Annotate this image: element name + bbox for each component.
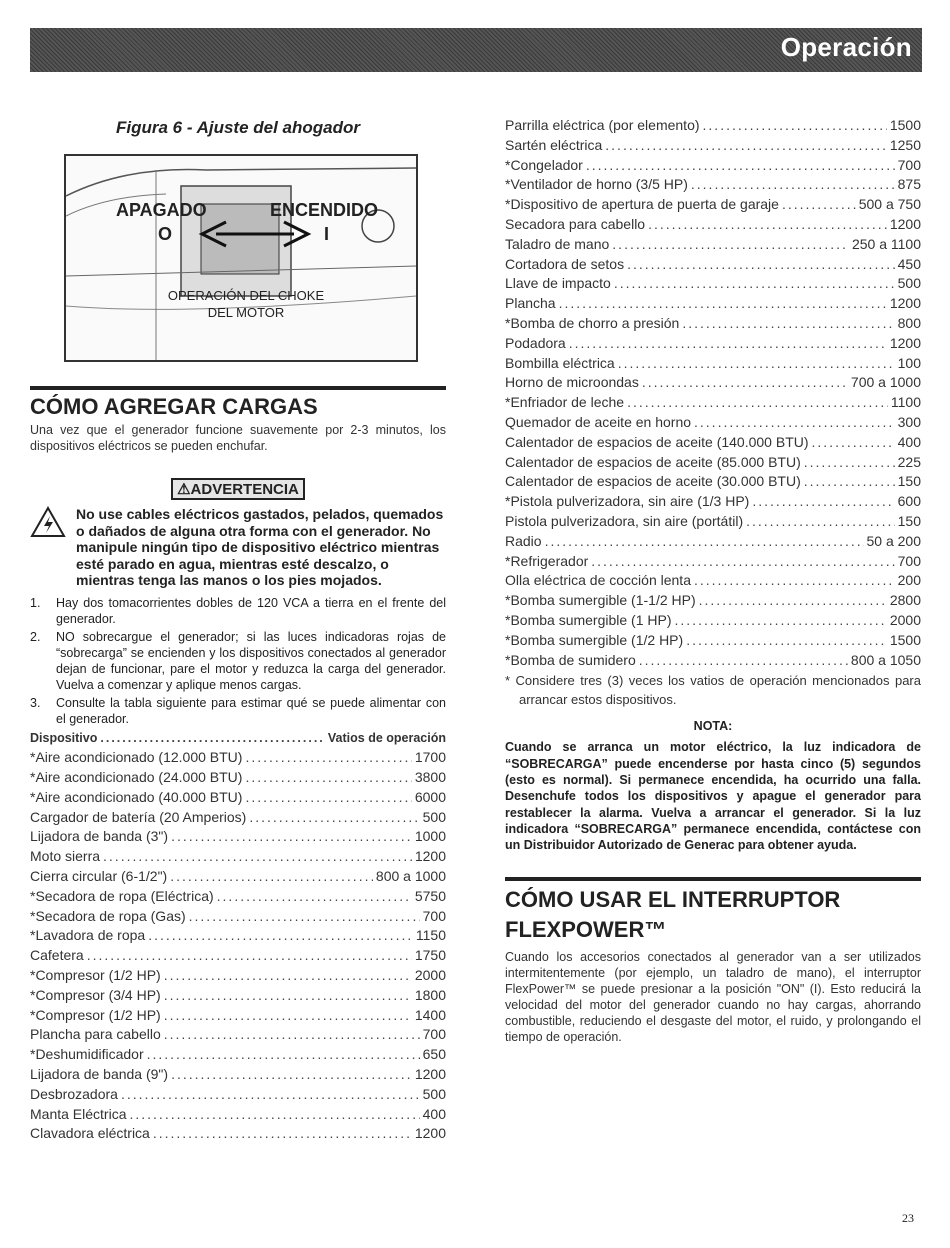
device-name: Lijadora de banda (3") [30, 828, 169, 845]
label-apagado-symbol: O [158, 224, 173, 244]
device-name: Parrilla eléctrica (por elemento) [505, 117, 700, 133]
flexpower-text: Cuando los accesorios conectados al generador van a ser utilizados intermitentemente (por ejemplo, un taladro de mano), el interruptor FlexPower™ se puede presionar a la posición "ON" (I). Esto reducirá la velocidad del motor del generador cuando no hay cargas, ahorrando combustible, reduciendo el desgaste del motor, el ruido, y prolongando el tiempo de operación. [505, 950, 921, 1045]
dot-leader [164, 1006, 412, 1026]
dot-leader [217, 887, 412, 907]
steps-list [30, 595, 446, 727]
dot-leader [164, 986, 412, 1006]
device-name: Quemador de aceite en horno [505, 413, 692, 430]
dot-leader [812, 433, 895, 453]
table-row [30, 748, 446, 768]
watt-value: 3800 [414, 769, 446, 786]
watt-value: 800 a 1050 [850, 651, 921, 668]
watt-value: 700 [897, 552, 921, 569]
table-row [30, 966, 446, 986]
footnote: * Considere tres (3) veces los vatios de operación mencionados para arrancar estos dispositivos. [505, 673, 921, 708]
device-name: Moto sierra [30, 848, 101, 865]
table-row [30, 788, 446, 808]
choke-figure [64, 154, 418, 362]
label-encendido: ENCENDIDO [270, 200, 379, 220]
page-number: 23 [902, 1211, 914, 1225]
device-name: Calentador de espacios de aceite (30.000 BTU) [505, 473, 801, 490]
device-name: Sartén eléctrica [505, 136, 603, 153]
header-title: Operación [780, 32, 912, 62]
figure-caption: Figura 6 - Ajuste del ahogador [115, 118, 360, 137]
table-row [505, 393, 921, 413]
section-title-agregar-cargas: CÓMO AGREGAR CARGAS [30, 386, 446, 420]
device-name: Calentador de espacios de aceite (140.000 BTU) [505, 433, 809, 450]
watt-value: 1100 [890, 394, 921, 411]
table-row [505, 314, 921, 334]
table-row [30, 1025, 446, 1045]
list-item: 3. Consulte la tabla siguiente para estimar qué se puede alimentar con el generador. [30, 695, 446, 726]
note-title: NOTA: [693, 719, 733, 734]
table-row [30, 946, 446, 966]
device-name: *Lavadora de ropa [30, 927, 146, 944]
watt-value: 500 [422, 808, 446, 825]
dot-leader [782, 195, 856, 215]
watt-value: 1500 [889, 631, 921, 648]
table-row [30, 1006, 446, 1026]
watt-value: 150 [897, 473, 921, 490]
section-intro: Una vez que el generador funcione suavemente por 2-3 minutos, los dispositivos eléctricos se pueden enchufar. [30, 423, 446, 453]
lightning-warning-icon [30, 506, 66, 543]
watt-value: 400 [897, 433, 921, 450]
dot-leader [249, 808, 419, 828]
dot-leader [171, 827, 412, 847]
table-row [505, 413, 921, 433]
figure-subcaption-2: DEL MOTOR [207, 305, 285, 320]
watt-value: 100 [897, 354, 921, 371]
page-header-bar [30, 28, 922, 72]
device-name: Cargador de batería (20 Amperios) [30, 808, 247, 825]
label-apagado: APAGADO [116, 200, 207, 220]
dot-leader [245, 768, 411, 788]
dot-leader [648, 215, 887, 235]
table-row [505, 373, 921, 393]
device-name: *Compresor (3/4 HP) [30, 986, 161, 1003]
dot-leader [569, 334, 887, 354]
table-row [30, 1085, 446, 1105]
watt-value: 1200 [414, 1066, 446, 1083]
watt-value: 1500 [889, 117, 921, 133]
dot-leader [752, 492, 894, 512]
dot-leader [612, 235, 849, 255]
dot-leader [627, 255, 895, 275]
table-row [30, 1065, 446, 1085]
device-name: *Bomba sumergible (1/2 HP) [505, 631, 684, 648]
device-name: *Secadora de ropa (Eléctrica) [30, 887, 214, 904]
table-row [505, 453, 921, 473]
device-name: Lijadora de banda (9") [30, 1066, 169, 1083]
device-name: Podadora [505, 334, 566, 351]
watt-value: 250 a 1100 [851, 235, 921, 252]
device-name: Cortadora de setos [505, 255, 625, 272]
watt-value: 1200 [889, 215, 921, 232]
dot-leader [148, 926, 413, 946]
device-name: *Ventilador de horno (3/5 HP) [505, 176, 688, 193]
dot-leader [686, 631, 887, 651]
watt-value: 500 [422, 1085, 446, 1102]
table-row [30, 986, 446, 1006]
dot-leader [804, 453, 895, 473]
section-title-flexpower-2: FLEXPOWER™ [505, 917, 667, 943]
watt-value: 150 [897, 512, 921, 529]
device-name: *Compresor (1/2 HP) [30, 1006, 161, 1023]
device-name: Plancha [505, 295, 556, 312]
watt-value: 1000 [414, 828, 446, 845]
section-title-flexpower-1: CÓMO USAR EL INTERRUPTOR [505, 877, 921, 915]
watt-value: 700 [422, 907, 446, 924]
choke-illustration [66, 156, 416, 360]
right-column [505, 116, 921, 1045]
watt-value: 2800 [889, 592, 921, 609]
table-row [505, 492, 921, 512]
table-row [505, 611, 921, 631]
dot-leader [694, 571, 895, 591]
table-row [505, 294, 921, 314]
dot-leader [694, 413, 895, 433]
device-name: Plancha para cabello [30, 1026, 161, 1043]
table-row [30, 1124, 446, 1144]
device-name: *Enfriador de leche [505, 394, 625, 411]
watt-value: 200 [897, 572, 921, 589]
table-row [505, 354, 921, 374]
dot-leader [245, 748, 411, 768]
device-name: *Pistola pulverizadora, sin aire (1/3 HP) [505, 493, 750, 510]
watt-value: 875 [897, 176, 921, 193]
watt-value: 1150 [415, 927, 446, 944]
table-row [505, 631, 921, 651]
dot-leader [164, 1025, 420, 1045]
watt-value: 1400 [414, 1006, 446, 1023]
watt-value: 5750 [414, 887, 446, 904]
warning-block [30, 506, 446, 589]
watt-value: 700 [897, 156, 921, 173]
device-name: Clavadora eléctrica [30, 1125, 150, 1142]
device-name: Manta Eléctrica [30, 1105, 127, 1122]
dot-leader [103, 847, 412, 867]
dot-leader [87, 946, 412, 966]
watt-value: 500 a 750 [858, 196, 921, 213]
device-name: Pistola pulverizadora, sin aire (portátil) [505, 512, 744, 529]
note-text: Cuando se arranca un motor eléctrico, la luz indicadora de “SOBRECARGA” puede encenderse por hasta cinco (5) segundos (esto es normal). Si permanece encendida, ha ocurrido una falla. Desenchufe todos los dispositivos y apague el generador para restablecer la alarma. Vuelva a arrancar el generador. Si la luz indicadora “SOBRECARGA” permanece encendida, contáctese con un Distribuidor Autorizado de Generac para obtener ayuda. [505, 740, 921, 853]
device-name: *Congelador [505, 156, 583, 173]
device-name: *Bomba sumergible (1-1/2 HP) [505, 592, 696, 609]
dot-leader [675, 611, 887, 631]
dot-leader [746, 512, 895, 532]
table-row [505, 571, 921, 591]
dot-leader [189, 907, 420, 927]
device-name: *Aire acondicionado (24.000 BTU) [30, 769, 243, 786]
dot-leader [642, 373, 848, 393]
table-row [505, 255, 921, 275]
watt-value: 500 [897, 275, 921, 292]
watt-value: 2000 [889, 611, 921, 628]
flexpower-section [505, 877, 921, 1045]
device-name: Cafetera [30, 947, 84, 964]
dot-leader [614, 274, 895, 294]
device-name: *Bomba de chorro a presión [505, 314, 680, 331]
wattage-table-left [30, 748, 446, 1144]
table-row [505, 116, 921, 136]
table-row [505, 274, 921, 294]
dot-leader [618, 354, 895, 374]
watt-value: 600 [897, 493, 921, 510]
dot-leader [682, 314, 894, 334]
dot-leader [627, 393, 888, 413]
table-row [30, 887, 446, 907]
device-name: Calentador de espacios de aceite (85.000 BTU) [505, 453, 801, 470]
table-row [30, 827, 446, 847]
table-row [30, 926, 446, 946]
watt-value: 1200 [889, 295, 921, 312]
table-row [505, 591, 921, 611]
table-row [30, 768, 446, 788]
watt-value: 1200 [889, 334, 921, 351]
watt-value: 400 [422, 1105, 446, 1122]
table-row [505, 195, 921, 215]
dot-leader [691, 175, 895, 195]
watt-value: 800 [897, 314, 921, 331]
list-item: 1. Hay dos tomacorrientes dobles de 120 VCA a tierra en el frente del generador. [30, 595, 446, 626]
watt-value: 1700 [414, 749, 446, 766]
table-row [505, 651, 921, 671]
table-row [505, 235, 921, 255]
device-name: Olla eléctrica de cocción lenta [505, 572, 691, 589]
dot-leader [591, 552, 894, 572]
watt-value: 50 a 200 [866, 532, 921, 549]
dot-leader [245, 788, 411, 808]
dot-leader [545, 532, 864, 552]
device-name: *Deshumidificador [30, 1046, 144, 1063]
watt-value: 1750 [414, 947, 446, 964]
table-row [30, 1045, 446, 1065]
dot-leader [164, 966, 412, 986]
device-name: *Compresor (1/2 HP) [30, 967, 161, 984]
watt-value: 700 a 1000 [850, 374, 921, 391]
dot-leader [639, 651, 848, 671]
figure-subcaption-1: OPERACIÓN DEL CHOKE [167, 288, 325, 303]
dot-leader [153, 1124, 412, 1144]
device-name: *Aire acondicionado (40.000 BTU) [30, 788, 243, 805]
dot-leader [121, 1085, 420, 1105]
watt-value: 650 [422, 1046, 446, 1063]
left-column [30, 110, 446, 1144]
table-row [505, 472, 921, 492]
dot-leader [170, 867, 373, 887]
dot-leader [699, 591, 887, 611]
watt-value: 6000 [414, 788, 446, 805]
dot-leader [605, 136, 887, 156]
dot-leader [703, 116, 887, 136]
list-item: 2. NO sobrecargue el generador; si las luces indicadoras rojas de “sobrecarga” se encienden y los dispositivos conectados al generador dejan de funcionar, pare el motor y reduzca la carga del generador. Vuelva a comenzar y aplique menos cargas. [30, 629, 446, 692]
label-encendido-symbol: I [324, 224, 330, 244]
device-name: Taladro de mano [505, 235, 610, 252]
watt-value: 1250 [889, 136, 921, 153]
warning-badge: ⚠ADVERTENCIA [171, 478, 305, 500]
table-row [30, 1105, 446, 1125]
device-name: Horno de microondas [505, 374, 639, 391]
table-row [505, 156, 921, 176]
watt-value: 1200 [414, 848, 446, 865]
device-name: *Refrigerador [505, 552, 589, 569]
device-name: Radio [505, 532, 542, 549]
dot-leader [147, 1045, 420, 1065]
watt-value: 300 [897, 413, 921, 430]
device-name: *Aire acondicionado (12.000 BTU) [30, 749, 243, 766]
table-row [505, 512, 921, 532]
dot-leader [559, 294, 887, 314]
device-name: *Dispositivo de apertura de puerta de garaje [505, 196, 779, 213]
watt-value: 1800 [414, 986, 446, 1003]
table-row [30, 867, 446, 887]
table-row [505, 532, 921, 552]
table-row [505, 175, 921, 195]
device-name: *Bomba de sumidero [505, 651, 636, 668]
table-row [30, 847, 446, 867]
table-row [505, 136, 921, 156]
watt-value: 450 [897, 255, 921, 272]
warning-text: No use cables eléctricos gastados, pelados, quemados o dañados de alguna otra forma con el generador. No manipule ningún tipo de dispositivo eléctrico mientras esté parado en agua, mientras esté descalzo, o mientras tenga las manos o los pies mojados. [76, 506, 444, 588]
device-name: *Bomba sumergible (1 HP) [505, 611, 672, 628]
table-row [30, 907, 446, 927]
dot-leader [586, 156, 895, 176]
table-row [505, 433, 921, 453]
table-row [505, 552, 921, 572]
device-name: Cierra circular (6-1/2") [30, 868, 168, 885]
watt-value: 225 [897, 453, 921, 470]
watt-value: 2000 [414, 967, 446, 984]
table-row [505, 334, 921, 354]
dot-leader [804, 472, 895, 492]
dot-leader [171, 1065, 412, 1085]
table-row [505, 215, 921, 235]
dot-leader [129, 1105, 419, 1125]
device-name: Desbrozadora [30, 1085, 118, 1102]
table-header: Dispositivo ..... Vatios de operación [30, 729, 446, 749]
watt-value: 800 a 1000 [375, 868, 446, 885]
device-name: *Secadora de ropa (Gas) [30, 907, 186, 924]
watt-value: 1200 [414, 1125, 446, 1142]
device-name: Bombilla eléctrica [505, 354, 615, 371]
device-name: Secadora para cabello [505, 215, 646, 232]
device-name: Llave de impacto [505, 275, 611, 292]
wattage-table-right [505, 116, 921, 670]
watt-value: 700 [422, 1026, 446, 1043]
table-row [30, 808, 446, 828]
